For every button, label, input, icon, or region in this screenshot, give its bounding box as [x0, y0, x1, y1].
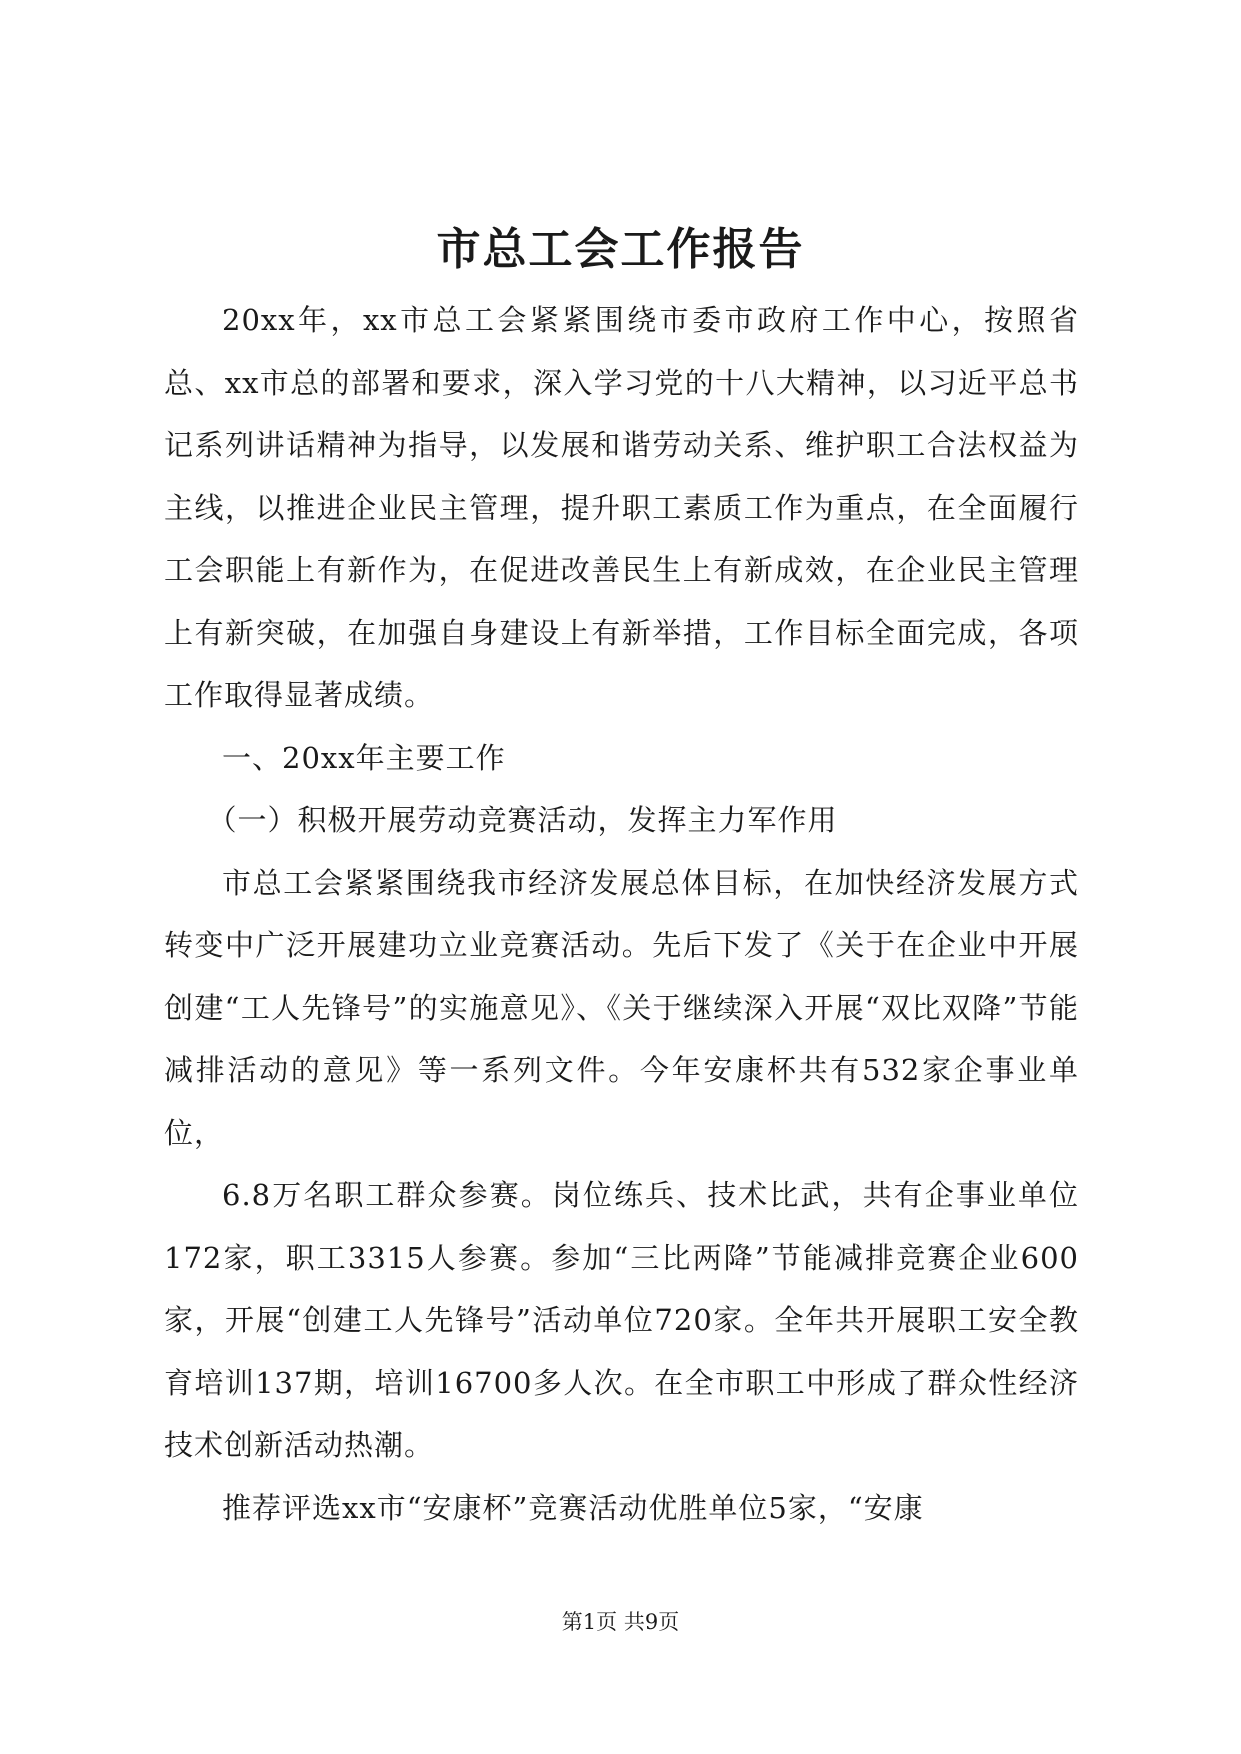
page-footer: 第1页 共9页: [561, 1610, 680, 1634]
section-heading: 一、20xx年主要工作: [222, 740, 506, 775]
paragraph-awards: 推荐评选xx市“安康杯”竞赛活动优胜单位5家，“安康: [222, 1490, 924, 1525]
document-body: [164, 289, 1079, 1539]
document-title: 市总工会工作报告: [436, 224, 805, 275]
paragraph-intro: 20xx年，xx市总工会紧紧围绕市委市政府工作中心，按照省总、xx市总的部署和要求，深入学习党的十八大精神，以习近平总书记系列讲话精神为指导，以发展和谐劳动关系、维护职工合法权益为主线，以推进企业民主管理，提升职工素质工作为重点，在全面履行工会职能上有新作为，在促进改善民生上有新成效，在企业民主管理上有新突破，在加强自身建设上有新举措，工作目标全面完成，各项工作取得显著成绩。: [164, 303, 1079, 712]
paragraph-competition: 市总工会紧紧围绕我市经济发展总体目标，在加快经济发展方式转变中广泛开展建功立业竞赛活动。先后下发了《关于在企业中开展创建“工人先锋号”的实施意见》、《关于继续深入开展“双比双降”节能减排活动的意见》等一系列文件。今年安康杯共有532家企事业单位，: [164, 865, 1079, 1150]
paragraph-participation: 6.8万名职工群众参赛。岗位练兵、技术比武，共有企事业单位172家，职工3315人参赛。参加“三比两降”节能减排竞赛企业600家，开展“创建工人先锋号”活动单位720家。全年共开展职工安全教育培训137期，培训16700多人次。在全市职工中形成了群众性经济技术创新活动热潮。: [164, 1178, 1079, 1462]
subsection-heading: （一）积极开展劳动竞赛活动，发挥主力军作用: [207, 803, 838, 837]
